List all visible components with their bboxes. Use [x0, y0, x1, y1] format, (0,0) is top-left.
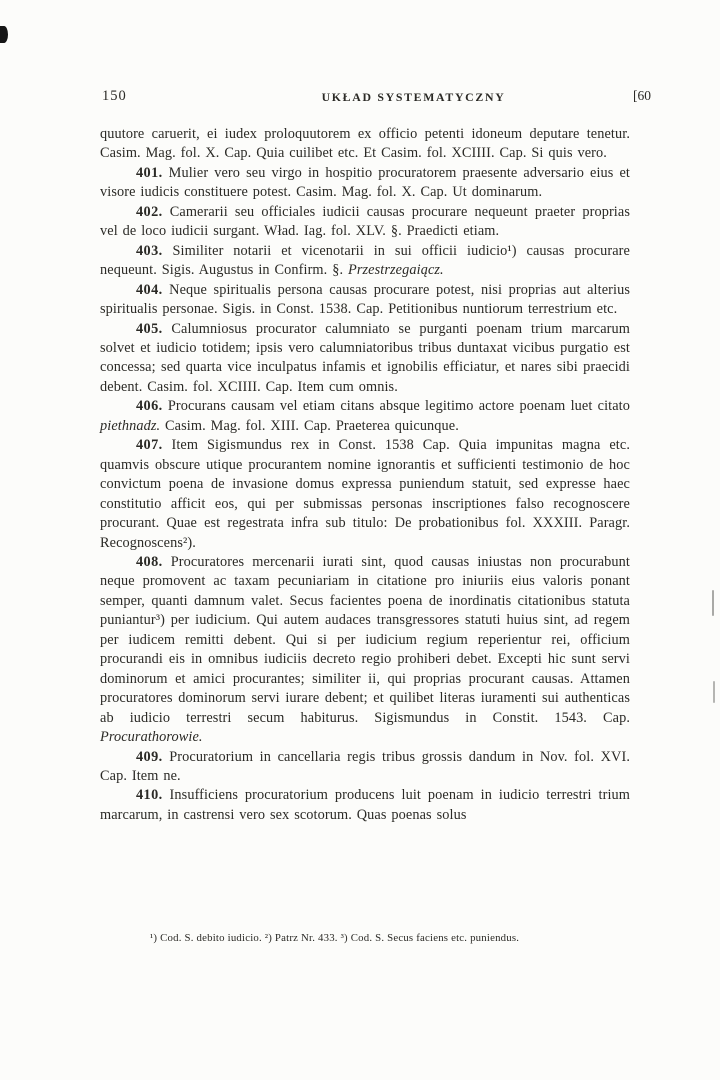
text-run: Procuratorium in cancellaria regis tribus grossis dandum in Nov. fol. XVI. Cap. Item ne. — [100, 748, 630, 784]
scan-blemish-corner — [0, 26, 8, 43]
paragraph-402 — [100, 203, 630, 242]
paragraph-408 — [100, 553, 630, 748]
paragraph-number: 410. — [136, 787, 163, 804]
paragraph-405 — [100, 320, 630, 398]
text-run: quutore caruerit, ei iudex proloquutorem ex officio petenti idoneum deputare tenetur. Casim. Mag. fol. X. Cap. Quia cuilibet etc. Et Casim. fol. XCIIII. Cap. Si quis vero. — [100, 126, 630, 162]
paragraph-number: 408. — [136, 553, 163, 570]
text-run: Calumniosus procurator calumniato se purganti poenam trium marcarum solvet et iudicio totidem; ipsis vero calumniatoribus tribus duntaxat vicibus purgatio est concessa; sed quarta vice inculpatus infamis et ignobilis efficiatur, et nares sibi praecidi debent. Casim. fol. XCIIII. Cap. Item cum omnis. — [100, 320, 630, 395]
paragraph-number: 409. — [136, 748, 163, 765]
text-run: Item Sigismundus rex in Const. 1538 Cap. Quia impunitas magna etc. quamvis obscure utique procurantem nomine ignorantis et sufficienti testimonio de hoc convictum poena de invasione domus expressa puniendum statuit, sed expresse haec constitutio afficit eos, qui per submissas personas inscriptiones falso recognoscere procurant. Quae est regestrata infra sub titulo: De probationibus fol. XXXIII. Paragr. Recognoscens²). — [100, 437, 630, 551]
scan-blemish-edge — [713, 681, 715, 703]
page-number: 150 — [102, 88, 127, 104]
text-run: Mulier vero seu virgo in hospitio procuratorem praesente adversario eius et visore iudicis constituere potest. Casim. Mag. fol. X. Cap. Ut dominarum. — [100, 164, 630, 201]
paragraph-number: 403. — [136, 242, 163, 259]
paragraph-number: 405. — [136, 320, 163, 337]
paragraph-401 — [100, 164, 630, 203]
text-run: Neque spiritualis persona causas procurare potest, nisi proprias aut alterius spiritualis personae. Sigis. in Const. 1538. Cap. Petitionibus nuntiorum terrestrium etc. — [100, 281, 630, 318]
page-body — [100, 125, 630, 825]
margin-reference: [60 — [633, 88, 651, 103]
paragraph-number: 402. — [136, 203, 163, 220]
italic-term: Przestrzegaiącz. — [348, 262, 444, 279]
paragraph-407 — [100, 436, 630, 553]
running-title: UKŁAD SYSTEMATYCZNY — [321, 90, 506, 104]
paragraph-number: 404. — [136, 281, 163, 298]
paragraph-404 — [100, 281, 630, 320]
page-header — [100, 88, 651, 108]
italic-term: Procurathorowie. — [100, 729, 203, 746]
paragraph-406 — [100, 397, 630, 436]
text-run: Procuratores mercenarii iurati sint, quod causas iniustas non procurabunt neque promovent ac taxam pecuniariam in citatione pro iniuriis eius valoris ponant semper, quanti damnum valet. Secus facientes poena de inordinatis citationibus statuta puniantur³) per iudicium. Qui autem audaces transgressores statuti huius sint, ad regem per iudicem remitti debent. Qui si per iudicium regium reperientur rei, officium procurandi eis in omnibus iudiciis decreto regio prohiberi debet. Excepti hic sunt servi dominorum et amici procurantes; similiter ii, qui proprias procurant causas. Attamen procuratores dominorum servi iurare debent; et quilibet literas iuramenti sui authenticas ab iudicio terrestri secum habiturus. Sigismundus in Constit. 1543. Cap. — [100, 553, 630, 726]
paragraph-number: 401. — [136, 164, 163, 181]
text-run: Casim. Mag. fol. XIII. Cap. Praeterea quicunque. — [160, 417, 459, 434]
text-run: Insufficiens procuratorium producens luit poenam in iudicio terrestri trium marcarum, in castrensi vero sex scotorum. Quas poenas solus — [100, 787, 630, 823]
scan-blemish-edge — [712, 590, 714, 616]
paragraph-number: 407. — [136, 437, 163, 454]
text-run: Camerarii seu officiales iudicii causas procurare nequeunt praeter proprias vel de loco iudicii surgant. Wład. Iag. fol. XLV. §. Praedicti etiam. — [100, 203, 630, 240]
italic-term: piethnadz. — [100, 417, 161, 434]
paragraph-409 — [100, 748, 630, 787]
footnote: ¹) Cod. S. debito iudicio. ²) Patrz Nr. 433. ³) Cod. S. Secus faciens etc. puniendus. — [150, 932, 520, 944]
paragraph-number: 406. — [136, 398, 163, 415]
text-run: Similiter notarii et vicenotarii in sui officii iudicio¹) causas procurare nequeunt. Sigis. Augustus in Confirm. §. — [100, 242, 630, 279]
text-run: Procurans causam vel etiam citans absque legitimo actore poenam luet citato — [162, 398, 630, 415]
paragraph-403 — [100, 242, 630, 281]
paragraph-continuation — [100, 125, 630, 164]
paragraph-410 — [100, 786, 630, 825]
